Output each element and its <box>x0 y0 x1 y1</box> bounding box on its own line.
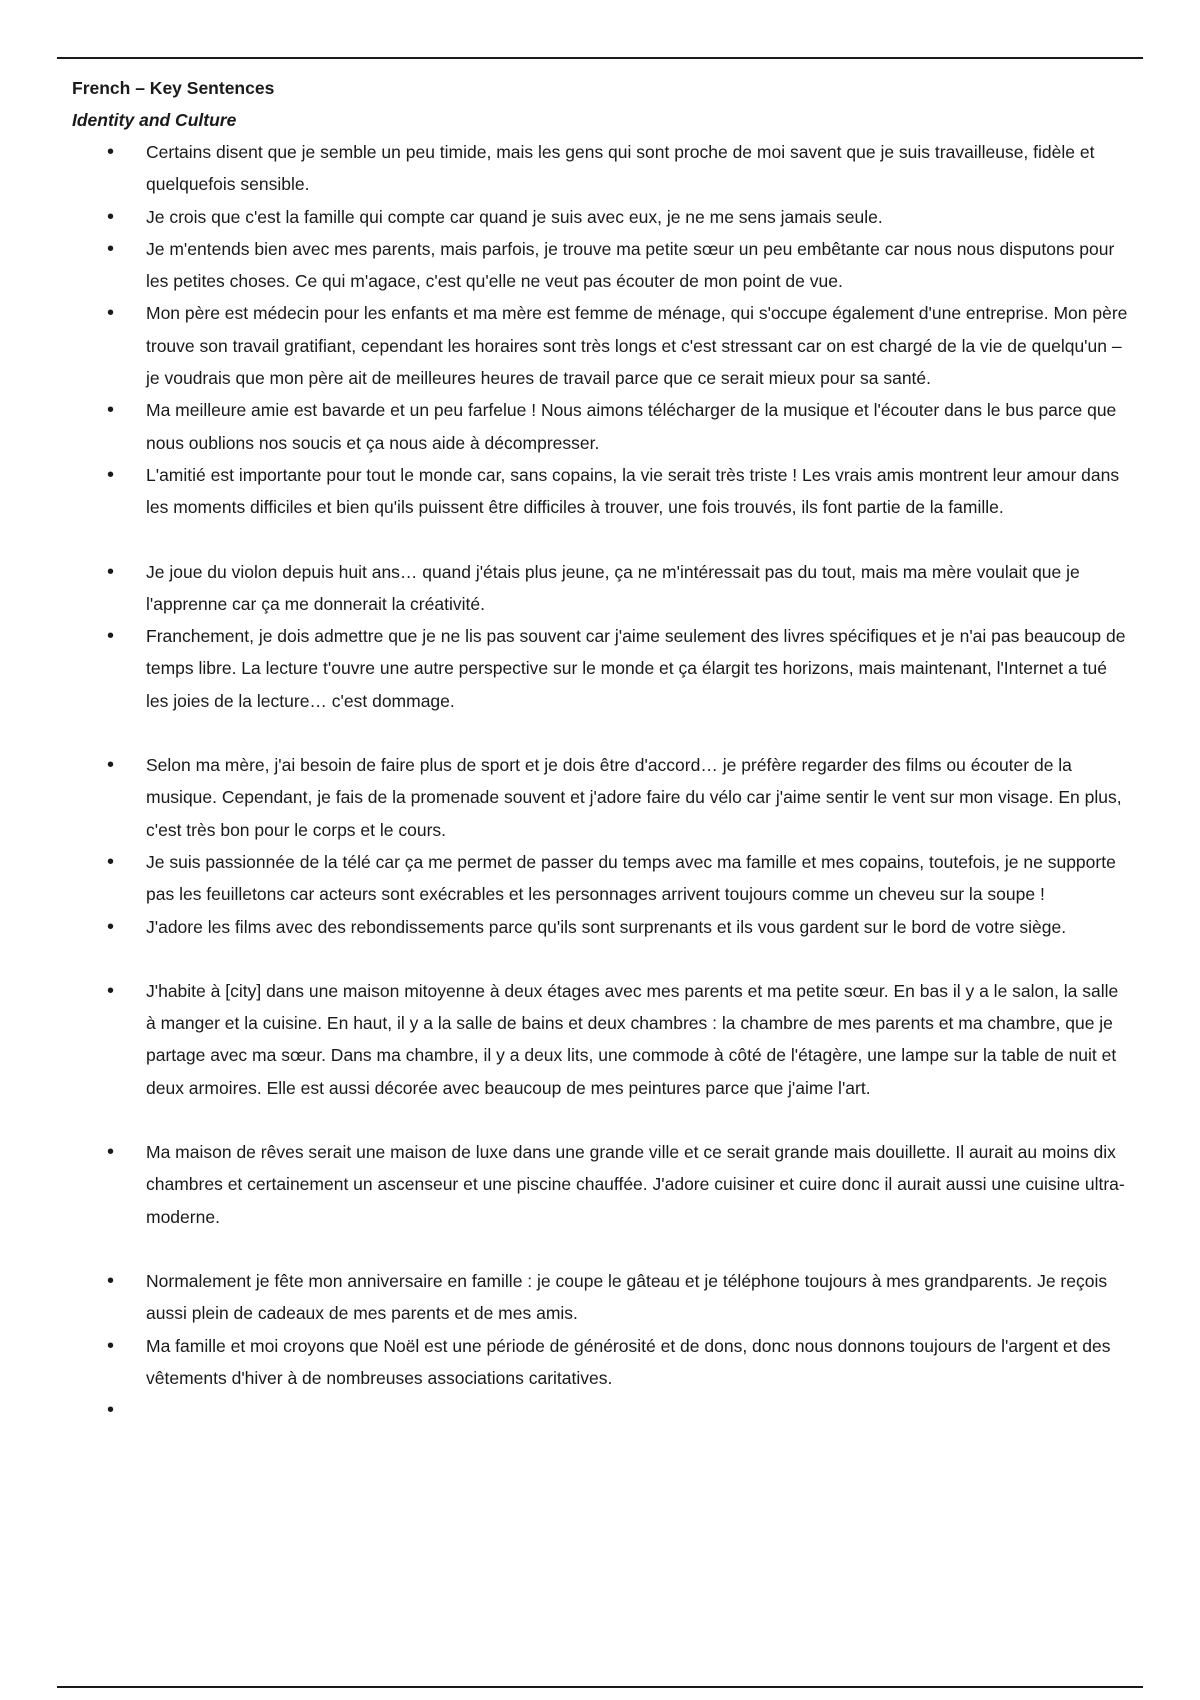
bullet-item: • J'habite à [city] dans une maison mitoyenne à deux étages avec mes parents et ma petite sœur. En bas il y a le salon, la salle à manger et la cuisine. En haut, il y a la salle de bains et deux chambres : la chambre de mes parents et ma chambre, que je partage avec ma sœur. Dans ma chambre, il y a deux lits, une commode à côté de l'étagère, une lampe sur la table de nuit et deux armoires. Elle est aussi décorée avec beaucoup de mes peintures parce que j'aime l'art. <box>72 975 1132 1104</box>
bullet-group-home <box>72 975 1132 1104</box>
top-rule <box>57 57 1143 59</box>
bullet-group-festivals <box>72 1265 1132 1426</box>
bullet-group-personality-family <box>72 136 1132 524</box>
bullet-item: • Franchement, je dois admettre que je ne lis pas souvent car j'aime seulement des livres spécifiques et je n'ai pas beaucoup de temps libre. La lecture t'ouvre une autre perspective sur le monde et ça élargit tes horizons, mais maintenant, l'Internet a tué les joies de la lecture… c'est dommage. <box>72 620 1132 717</box>
bullet-item-empty <box>72 1394 1132 1426</box>
bullet-item: • Ma maison de rêves serait une maison de luxe dans une grande ville et ce serait grande mais douillette. Il aurait au moins dix chambres et certainement un ascenseur et une piscine chauffée. J'adore cuisiner et cuire donc il aurait aussi une cuisine ultra-moderne. <box>72 1136 1132 1233</box>
bullet-item: • L'amitié est importante pour tout le monde car, sans copains, la vie serait très triste ! Les vrais amis montrent leur amour dans les moments difficiles et bien qu'ils puissent être difficiles à trouver, une fois trouvés, ils font partie de la famille. <box>72 459 1132 524</box>
bullet-item: • Je suis passionnée de la télé car ça me permet de passer du temps avec ma famille et mes copains, toutefois, je ne supporte pas les feuilletons car acteurs sont exécrables et les personnages arrivent toujours comme un cheveu sur la soupe ! <box>72 846 1132 911</box>
document-title: French – Key Sentences <box>72 78 275 98</box>
bullet-item: • Je joue du violon depuis huit ans… quand j'étais plus jeune, ça ne m'intéressait pas du tout, mais ma mère voulait que je l'apprenne car ça me donnerait la créativité. <box>72 556 1132 621</box>
section-heading: Identity and Culture <box>72 110 237 130</box>
document-body <box>72 72 1132 1426</box>
bullet-group-music-reading <box>72 556 1132 717</box>
bullet-item: • Ma famille et moi croyons que Noël est une période de générosité et de dons, donc nous donnons toujours de l'argent et des vêtements d'hiver à de nombreuses associations caritatives. <box>72 1330 1132 1395</box>
bullet-group-sport-tv-films <box>72 749 1132 943</box>
bottom-rule <box>57 1686 1143 1688</box>
bullet-item: • Selon ma mère, j'ai besoin de faire plus de sport et je dois être d'accord… je préfère regarder des films ou écouter de la musique. Cependant, je fais de la promenade souvent et j'adore faire du vélo car j'aime sentir le vent sur mon visage. En plus, c'est très bon pour le corps et le cours. <box>72 749 1132 846</box>
bullet-item: • J'adore les films avec des rebondissements parce qu'ils sont surprenants et ils vous gardent sur le bord de votre siège. <box>72 911 1132 943</box>
bullet-item: • Certains disent que je semble un peu timide, mais les gens qui sont proche de moi savent que je suis travailleuse, fidèle et quelquefois sensible. <box>72 136 1132 201</box>
bullet-item: • Je m'entends bien avec mes parents, mais parfois, je trouve ma petite sœur un peu embêtante car nous nous disputons pour les petites choses. Ce qui m'agace, c'est qu'elle ne veut pas écouter de mon point de vue. <box>72 233 1132 298</box>
bullet-group-dream-home <box>72 1136 1132 1233</box>
bullet-item: • Ma meilleure amie est bavarde et un peu farfelue ! Nous aimons télécharger de la musique et l'écouter dans le bus parce que nous oublions nos soucis et ça nous aide à décompresser. <box>72 394 1132 459</box>
bullet-item: • Je crois que c'est la famille qui compte car quand je suis avec eux, je ne me sens jamais seule. <box>72 201 1132 233</box>
bullet-item: • Normalement je fête mon anniversaire en famille : je coupe le gâteau et je téléphone toujours à mes grandparents. Je reçois aussi plein de cadeaux de mes parents et de mes amis. <box>72 1265 1132 1330</box>
bullet-item: • Mon père est médecin pour les enfants et ma mère est femme de ménage, qui s'occupe également d'une entreprise. Mon père trouve son travail gratifiant, cependant les horaires sont très longs et c'est stressant car on est chargé de la vie de quelqu'un – je voudrais que mon père ait de meilleures heures de travail parce que ce serait mieux pour sa santé. <box>72 297 1132 394</box>
